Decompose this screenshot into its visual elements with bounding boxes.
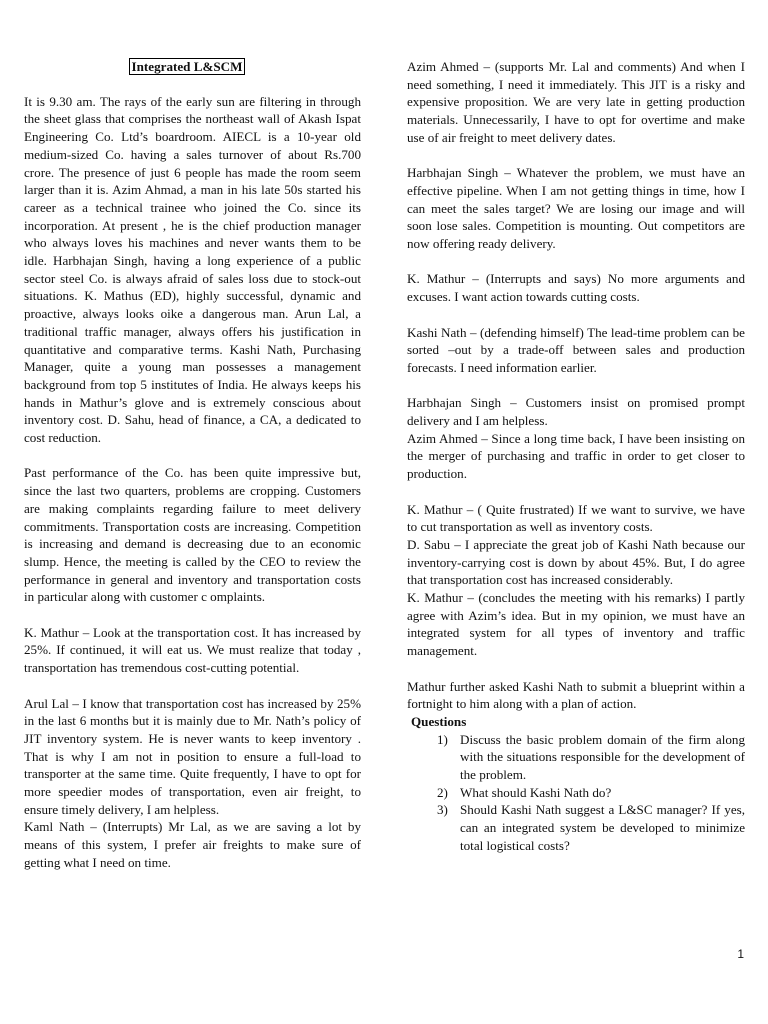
dialogue-mathur-1: K. Mathur – Look at the transportation cost. It has increased by 25%. If continued, it will eat us. We must realize that today , transportation has tremendous cost-cutting potential. [24,624,361,676]
closing-paragraph: Mathur further asked Kashi Nath to submit a blueprint within a fortnight to him along with a plan of action. [407,678,745,712]
dialogue-mathur-2: K. Mathur – (Interrupts and says) No more arguments and excuses. I want action towards cutting costs. [407,271,745,305]
question-text: Discuss the basic problem domain of the firm along with the situations responsible for the development of the problem. [460,731,745,783]
document-title: Integrated L&SCM [129,58,246,75]
question-item [407,784,745,802]
title-wrap [24,58,361,76]
dialogue-kashi-1: Kashi Nath – (defending himself) The lead-time problem can be sorted –out by a trade-off between sales and production forecasts. I need information earlier. [407,324,745,375]
right-column [407,58,745,855]
questions-list [407,731,745,855]
question-text: What should Kashi Nath do? [460,784,612,800]
dialogue-mathur-3: K. Mathur – ( Quite frustrated) If we want to survive, we have to cut transportation as well as inventory costs. [407,501,745,535]
dialogue-harbhajan-1: Harbhajan Singh – Whatever the problem, we must have an effective pipeline. When I am not getting things in time, how I can meet the sales target? We are losing our image and will soon lose sales. Competition is mounting. Out competitors are now offering ready delivery. [407,165,745,252]
question-number: 2) [437,784,448,800]
question-text: Should Kashi Nath suggest a L&SC manager? If yes, can an integrated system be developed to minimize total logistical costs? [460,802,745,853]
question-number: 1) [437,731,448,747]
dialogue-azim-1: Azim Ahmed – (supports Mr. Lal and comments) And when I need something, I need it immediately. This JIT is a risky and expensive proposition. We are very late in getting production materials. Unnecessarily, I have to opt for overtime and make use of air freight to meet delivery dates. [407,59,745,145]
questions-heading: Questions [411,713,467,729]
question-item [407,801,745,854]
question-item [407,731,745,784]
intro-paragraph: It is 9.30 am. The rays of the early sun are filtering in through the sheet glass that comprises the northeast wall of Akash Ispat Engineering Co. Ltd’s boardroom. AIECL is a 10-year old medium-sized Co. having a sales turnover of about Rs.700 crore. The presence of just 6 people has made the room seem larger than it is. Azim Ahmad, a man in his late 50s started his career as a technical trainee who joined the Co. since its incorporation. At present , he is the chief production manager who always loves his machines and never wants them to be idle. Harbhajan Singh, having a long experience of a public sector steel Co. is always afraid of sales loss due to stock-out situations. K. Mathus (ED), highly successful, dynamic and proactive, always looks oike a dangerous man. Arun Lal, a traditional traffic manager, always offers his justification in quantitative and comparative terms. Kashi Nath, Purchasing Manager, quite a young man possesses a management background from top 5 institutes of India. He always keeps his hands in Mathur’s glove and is extremely conscious about inventory cost. D. Sahu, head of finance, a CA, a dedicated to cost reduction. [24,93,361,446]
dialogue-nath-1: Kaml Nath – (Interrupts) Mr Lal, as we are saving a lot by means of this system, I prefer air freights to make sure of getting what I need on time. [24,819,361,870]
left-column [24,58,361,872]
background-paragraph: Past performance of the Co. has been quite impressive but, since the last two quarters, problems are cropping. Customers are making complaints regarding failure to meet delivery commitments. Transportation costs are increasing. Competition is increasing and demand is decreasing due to an economic slump. Hence, the meeting is called by the CEO to review the performance in general and inventory and transportation costs in particular along with customer c omplaints. [24,465,361,605]
question-number: 3) [437,802,448,818]
dialogue-mathur-4: K. Mathur – (concludes the meeting with his remarks) I partly agree with Azim’s idea. But in my opinion, we must have an integrated system for all types of inventory and traffic management. [407,590,745,659]
dialogue-sabu-1: D. Sabu – I appreciate the great job of Kashi Nath because our inventory-carrying cost is down by about 45%. But, I do agree that transportation cost has increased considerably. [407,536,745,588]
dialogue-harbhajan-2: Harbhajan Singh – Customers insist on promised prompt delivery and I am helpless. [407,395,745,428]
dialogue-lal-1: Arul Lal – I know that transportation cost has increased by 25% in the last 6 months but it is mainly due to Mr. Nath’s policy of JIT inventory system. He is never wants to keep inventory . That is why I am not in position to ensure a full-load to transporter at the same time. Quite frequently, I have to opt for more speedier modes of transportation, even air freight, to ensure timely delivery, I am helpless. [24,695,361,817]
page-number: 1 [737,947,744,961]
dialogue-azim-2: Azim Ahmed – Since a long time back, I have been insisting on the merger of purchasing and traffic in order to get closer to production. [407,430,745,482]
